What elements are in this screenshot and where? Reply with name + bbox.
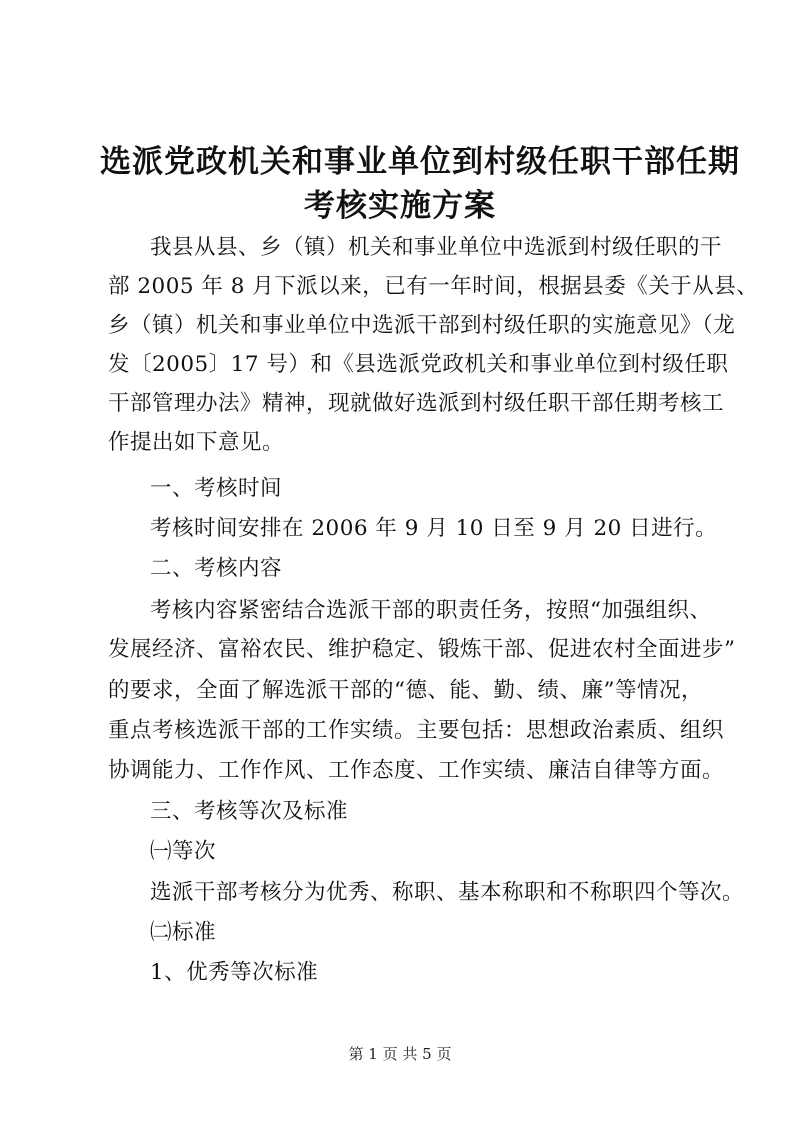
document-title-line-2: 考核实施方案 (304, 188, 496, 224)
intro-paragraph-line: 干部管理办法》精神，现就做好选派到村级任职干部任期考核工 (108, 391, 725, 416)
section-paragraph-line: 考核内容紧密结合选派干部的职责任务，按照“加强组织、 (150, 598, 712, 623)
intro-paragraph-line: 我县从县、乡（镇）机关和事业单位中选派到村级任职的干 (150, 235, 723, 260)
subsection-text: 选派干部考核分为优秀、称职、基本称职和不称职四个等次。 (150, 880, 745, 905)
section-paragraph-line: 的要求，全面了解选派干部的“德、能、勤、绩、廉”等情况， (108, 678, 703, 703)
section-heading: 一、考核时间 (150, 476, 283, 501)
section-paragraph-line: 发展经济、富裕农民、维护稳定、锻炼干部、促进农村全面进步” (108, 637, 736, 662)
subsection-heading: ㈠等次 (150, 839, 217, 864)
intro-paragraph-line: 乡（镇）机关和事业单位中选派干部到村级任职的实施意见》（龙 (108, 313, 736, 338)
intro-paragraph-line: 发〔2005〕17 号）和《县选派党政机关和事业单位到村级任职 (108, 352, 729, 377)
section-heading: 三、考核等次及标准 (150, 799, 349, 824)
section-paragraph-line: 协调能力、工作作风、工作态度、工作实绩、廉洁自律等方面。 (108, 758, 725, 783)
intro-paragraph-line: 作提出如下意见。 (108, 430, 285, 455)
intro-paragraph-line: 部 2005 年 8 月下派以来，已有一年时间，根据县委《关于从县、 (108, 274, 759, 299)
subsection-heading: ㈡标准 (150, 920, 217, 945)
section-text: 考核时间安排在 2006 年 9 月 10 日至 9 月 20 日进行。 (150, 516, 718, 541)
document-title-line-1: 选派党政机关和事业单位到村级任职干部任期 (100, 144, 740, 180)
item-heading: 1、优秀等次标准 (150, 960, 319, 985)
section-heading: 二、考核内容 (150, 556, 283, 581)
page-number-footer: 第 1 页 共 5 页 (348, 1045, 452, 1063)
section-paragraph-line: 重点考核选派干部的工作实绩。主要包括：思想政治素质、组织 (108, 718, 725, 743)
